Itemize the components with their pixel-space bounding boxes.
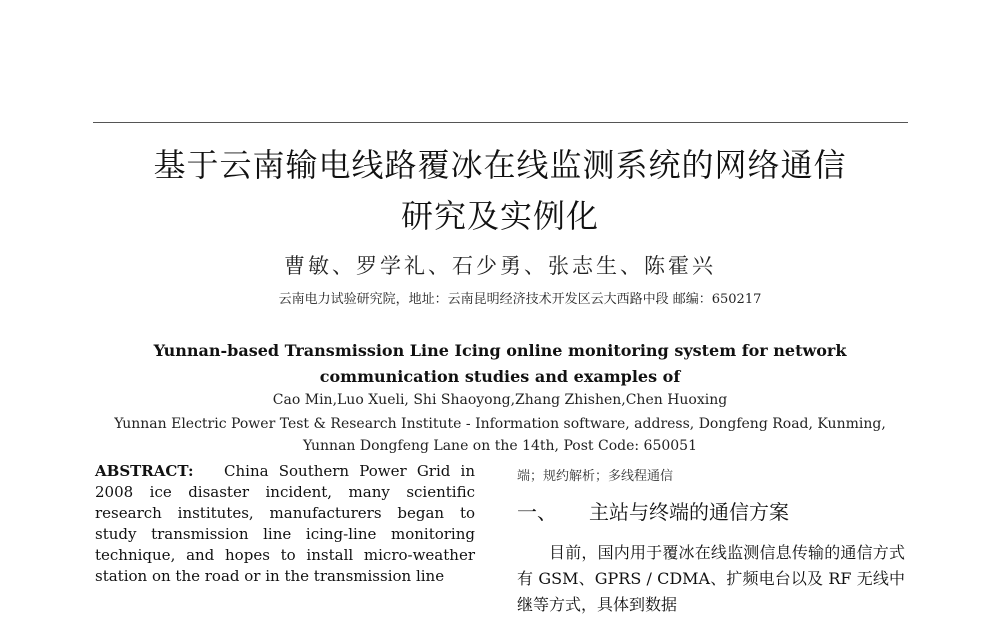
title-cn-line2: 研究及实例化 [400,197,599,235]
section-title: 主站与终端的通信方案 [589,500,789,524]
section-number: 一、 [517,500,557,524]
title-en-line2: communication studies and examples of [319,367,681,386]
section-heading [517,496,789,525]
keywords-tail: 端；规约解析；多线程通信 [517,469,674,484]
header-rule [93,122,908,123]
affiliation-en-line1: Yunnan Electric Power Test & Research Institute - Information software, address, Dongfeng Road, Kunming, [114,416,886,432]
title-en-line1: Yunnan-based Transmission Line Icing online monitoring system for network [153,341,847,360]
abstract-label: ABSTRACT: [95,462,194,480]
abstract-text: China Southern Power Grid in 2008 ice disaster incident, many scientific research institutes, manufacturers began to study transmission line icing-line monitoring technique, and hopes to install micro-weather station on the road or in the transmission line [95,462,475,585]
title-cn-line1: 基于云南输电线路覆冰在线监测系统的网络通信 [153,146,847,184]
authors-en: Cao Min,Luo Xueli, Shi Shaoyong,Zhang Zhishen,Chen Huoxing [272,392,728,408]
section-paragraph: 目前，国内用于覆冰在线监测信息传输的通信方式有 GSM、GPRS / CDMA、扩频电台以及 RF 无线中继等方式，具体到数据 [517,543,905,614]
abstract [95,461,475,587]
affiliation-en-line2: Yunnan Dongfeng Lane on the 14th, Post Code: 650051 [303,438,697,454]
authors-cn: 曹敏、罗学礼、石少勇、张志生、陈霍兴 [284,254,716,278]
affiliation-cn: 云南电力试验研究院，地址：云南昆明经济技术开发区云大西路中段 邮编：650217 [278,292,762,307]
